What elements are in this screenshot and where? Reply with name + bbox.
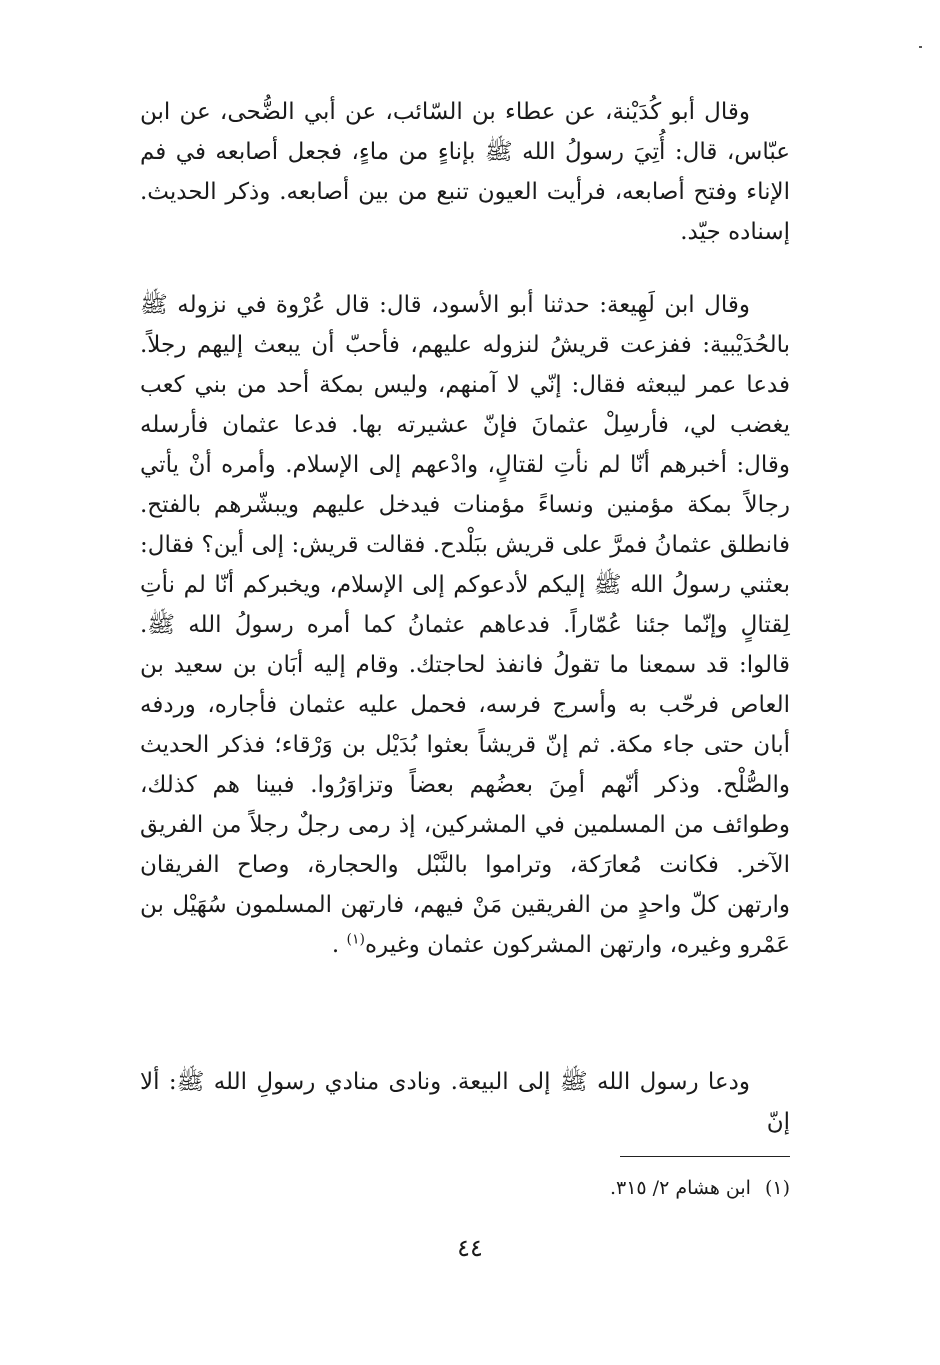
paragraph-2-end: . bbox=[331, 932, 347, 958]
footnote-reference: (١) bbox=[346, 931, 365, 948]
paragraph-2-body: وقال ابن لَهِيعة: حدثنا أبو الأسود، قال: قال عُرْوة في نزوله ﷺ بالحُدَيْبية: ففزعت قريشُ لنزوله عليهم، فأحبّ أن يبعث إليهم رجلاً. فدعا عمر ليبعثه فقال: إنّي لا آمنهم، وليس بمكة أحد من بني كعب يغضب لي، فأرسِلْ عثمانَ فإنّ عشيرته بها. فدعا عثمان فأرسله وقال: أخبرهم أنّا لم نأتِ لقتالٍ، وادْعهم إلى الإسلام. وأمره أنْ يأتي رجالاً بمكة مؤمنين ونساءً مؤمنات فيدخل عليهم ويبشّرهم بالفتح. فانطلق عثمانُ فمرَّ على قريش ببَلْدح. فقالت قريش: إلى أين؟ فقال: بعثني رسولُ الله ﷺ إليكم لأدعوكم إلى الإسلام، ويخبركم أنّا لم نأتِ لِقتالٍ وإنّما جئنا عُمّاراً. فدعاهم عثمانُ كما أمره رسولُ الله ﷺ. قالوا: قد سمعنا ما تقولُ فانفذ لحاجتك. وقام إليه أبَان بن سعيد بن العاص فرحّب به وأسرج فرسه، فحمل عليه عثمان فأجاره، وردفه أبان حتى جاء مكة. ثم إنّ قريشاً بعثوا بُدَيْل بن وَرْقاء؛ فذكر الحديث والصُّلْح. وذكر أنّهم أمِنَ بعضُهم بعضاً وتزاوَرُوا. فبينا هم كذلك، وطوائف من المسلمين في المشركين، إذ رمى رجلٌ رجلاً من الفريق الآخر. فكانت مُعارَكة، وتراموا بالنَّبْل والحجارة، وصاح الفريقان وارتهن كلّ واحدٍ من الفريقين مَنْ فيهم، فارتهن المسلمون سُهَيْل بن عَمْرو وغيره، وارتهن المشركون عثمان وغيره bbox=[140, 292, 791, 958]
paragraph-hudaybiyya bbox=[140, 285, 790, 965]
footnote-divider bbox=[620, 1156, 790, 1157]
page-number: ٤٤ bbox=[457, 1234, 483, 1262]
footnote-number: (١) bbox=[764, 1177, 790, 1199]
paragraph-3-text: ودعا رسول الله ﷺ إلى البيعة. ونادى منادي رسولِ الله ﷺ: ألا إنّ bbox=[140, 1069, 790, 1135]
paragraph-1-text: وقال أبو كُدَيْنة، عن عطاء بن السّائب، عن أبي الضُّحى، عن ابن عبّاس، قال: أُتِيَ رسولُ الله ﷺ بإناءٍ من ماءٍ، فجعل أصابعه في فم الإناء وفتح أصابعه، فرأيت العيون تنبع من بين أصابعه. وذكر الحديث. إسناده جيّد. bbox=[140, 99, 790, 245]
footnote bbox=[420, 1173, 790, 1203]
scan-speck bbox=[919, 46, 922, 48]
paragraph-hadith-water bbox=[140, 92, 790, 252]
paragraph-2-text bbox=[140, 285, 790, 965]
paragraph-bayaa bbox=[140, 1062, 790, 1142]
footnote-text: ابن هشام ٢/ ٣١٥. bbox=[609, 1177, 751, 1199]
